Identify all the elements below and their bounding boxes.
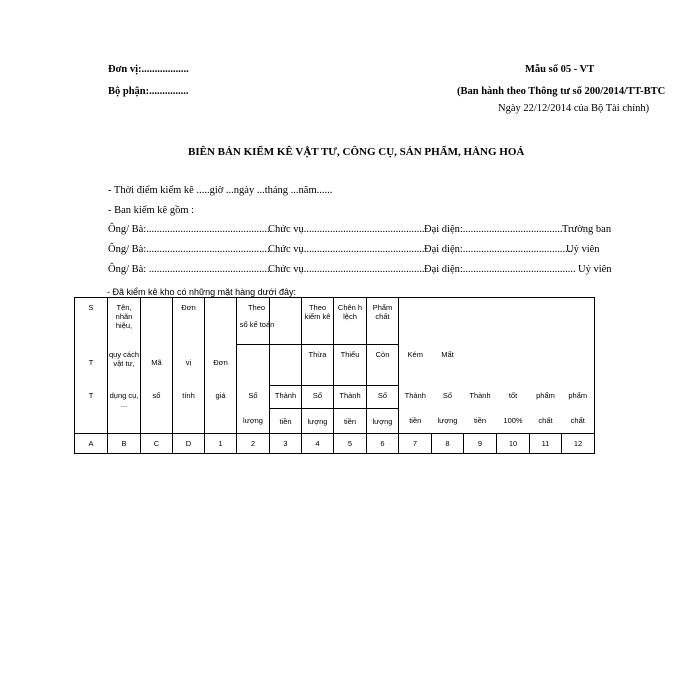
col-surplus-header: Thừa	[308, 350, 327, 359]
member-role: Trường ban	[562, 224, 612, 235]
index-cell: 12	[562, 434, 595, 454]
col-name-bot: dụng cụ, ...	[109, 390, 139, 409]
index-cell: 8	[432, 434, 464, 454]
col-unit-bot: tính	[182, 390, 195, 400]
member-name: Ông/ Bà: ...............................................	[108, 264, 273, 275]
col-surplus-qty-2: lượng	[372, 416, 393, 426]
index-cell: 3	[270, 434, 302, 454]
col-deficit-amount-2: tiền	[473, 416, 487, 426]
col-books-subheader: sổ kế toán	[239, 320, 275, 329]
col-lost-2: chất	[570, 416, 585, 426]
member-representative: Đại diện:...........................................	[424, 264, 576, 275]
col-deficit-amount: Thành	[469, 390, 491, 400]
issued-date-note: Ngày 22/12/2014 của Bộ Tài chính)	[498, 103, 650, 114]
col-good: tốt	[508, 390, 518, 400]
member-representative: Đại diện:......................................	[424, 224, 563, 235]
index-cell: 11	[530, 434, 562, 454]
col-count-qty-2: lượng	[307, 416, 328, 426]
issued-by-note: (Ban hành theo Thông tư số 200/2014/TT-BTC	[457, 86, 666, 97]
inventory-table	[74, 297, 595, 454]
index-cell: 6	[367, 434, 399, 454]
col-surplus-qty: Số	[377, 391, 388, 400]
col-name-mid: quy cách vật tư,	[108, 349, 140, 368]
department-field: Bộ phận:...............	[108, 86, 189, 97]
index-cell: D	[173, 434, 205, 454]
col-price-header: Đơn	[213, 357, 228, 367]
col-count-amount: Thành	[339, 391, 361, 400]
col-deficit-header: Thiếu	[340, 350, 360, 359]
index-cell: 4	[302, 434, 334, 454]
col-surplus-amount-2: tiền	[409, 416, 422, 426]
col-stt-bot: T	[88, 390, 94, 400]
col-surplus-amount: Thành	[404, 390, 426, 400]
col-count-amount-2: tiền	[343, 416, 357, 426]
col-stt-header: S	[88, 303, 94, 312]
table-index-row	[75, 434, 595, 454]
member-role: Uỷ viên	[566, 244, 600, 255]
index-cell: 10	[497, 434, 530, 454]
col-code-header: Mã	[151, 357, 162, 367]
col-good-2: 100%	[503, 416, 523, 426]
index-cell: 9	[464, 434, 497, 454]
col-books-qty-2: lượng	[243, 416, 263, 426]
col-deficit-qty: Số	[442, 390, 453, 400]
member-name: Ông/ Bà:................................................	[108, 244, 273, 255]
col-count-subheader: kiểm kê	[304, 312, 331, 321]
col-unit-mid: vị	[185, 357, 192, 367]
committee-label: - Ban kiểm kê gồm :	[108, 205, 195, 216]
col-books-amount: Thành	[274, 391, 297, 400]
col-books-qty: Số	[248, 390, 258, 400]
table-header-row-4	[75, 409, 595, 434]
col-poor-2: chất	[538, 416, 553, 426]
index-cell: C	[141, 434, 173, 454]
col-diff-header: Chên h lệch	[337, 303, 363, 321]
member-position: Chức vụ..............................................	[268, 264, 425, 275]
col-count-qty: Số	[312, 391, 323, 400]
table-header-row-2	[75, 345, 595, 386]
col-poor: phẩm	[536, 390, 555, 400]
form-number: Mẫu số 05 - VT	[525, 64, 595, 75]
table-header-row-1	[75, 298, 595, 345]
page-title: BIÊN BẢN KIỂM KÊ VẬT TƯ, CÔNG CỤ, SẢN PHẨM, HÀNG HOÁ	[188, 146, 525, 158]
index-cell: B	[108, 434, 141, 454]
col-count-header: Theo	[308, 303, 327, 312]
member-name: Ông/ Bà:................................................	[108, 224, 273, 235]
col-books-amount-2: tiền	[279, 416, 292, 426]
member-representative: Đại diện:..........................................	[424, 244, 574, 255]
col-code-bot: số	[152, 390, 161, 400]
index-cell: 1	[205, 434, 237, 454]
table-intro: - Đã kiểm kê kho có những mặt hàng dưới đây:	[107, 287, 297, 297]
col-quality-header: Phẩm chất	[372, 303, 393, 321]
col-unit-header: Đơn	[181, 303, 196, 312]
unit-field: Đơn vị:..................	[108, 64, 189, 75]
col-poor-header: Kém	[407, 349, 423, 359]
member-position: Chức vụ..............................................	[268, 244, 425, 255]
col-deficit-qty-2: lượng	[437, 416, 458, 426]
index-cell: A	[75, 434, 108, 454]
member-role: Uỷ viên	[578, 264, 612, 275]
index-cell: 2	[237, 434, 270, 454]
col-lost: phẩm	[568, 390, 588, 400]
col-name-header: Tên, nhãn hiệu,	[115, 303, 133, 330]
inventory-time-line: - Thời điểm kiểm kê .....giờ ...ngày ...tháng ...năm......	[108, 185, 333, 196]
table-header-row-3	[75, 386, 595, 409]
col-stt-mid: T	[88, 357, 94, 367]
col-lost-header: Mất	[441, 349, 454, 359]
col-books-header: Theo	[247, 303, 266, 312]
index-cell: 5	[334, 434, 367, 454]
member-position: Chức vụ..............................................	[268, 224, 425, 235]
index-cell: 7	[399, 434, 432, 454]
col-price-bot: giá	[215, 390, 226, 400]
col-remaining-header: Còn	[375, 350, 390, 359]
